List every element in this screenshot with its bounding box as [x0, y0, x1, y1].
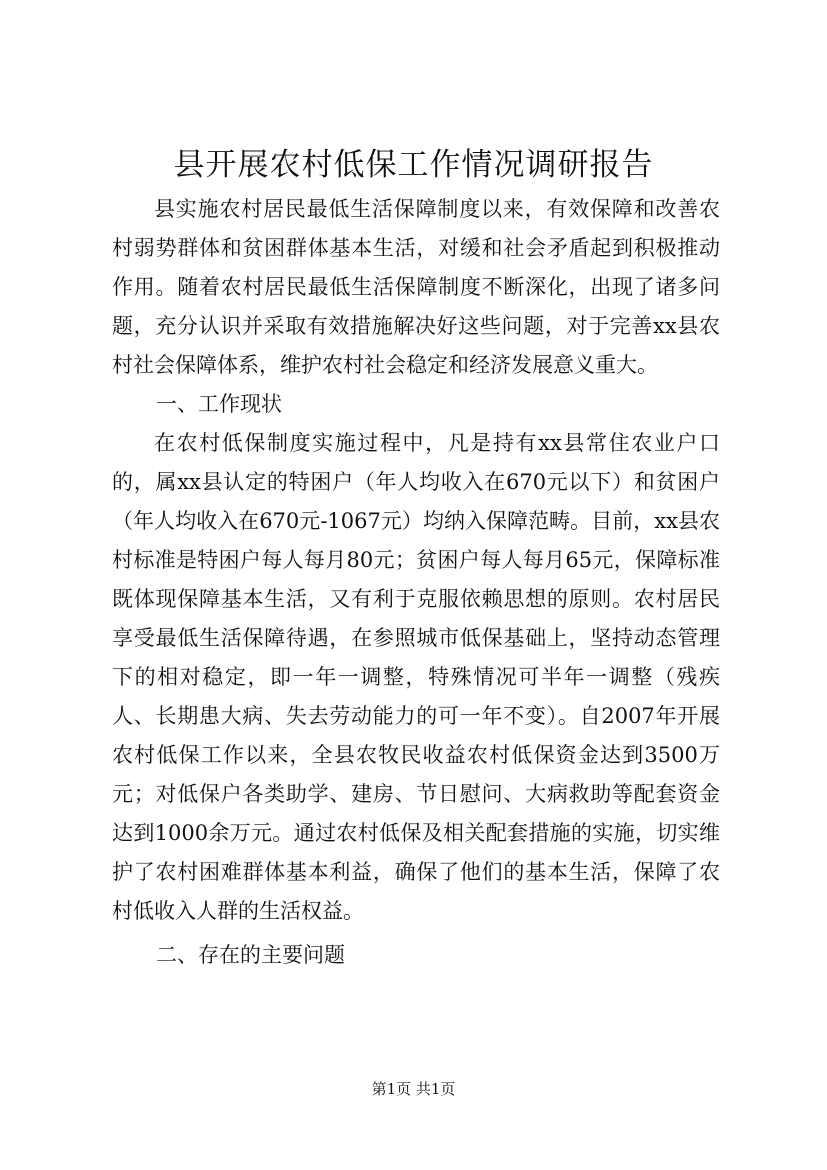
section-heading-current-status: 一、工作现状	[156, 392, 282, 416]
page-title: 县开展农村低保工作情况调研报告	[173, 147, 654, 183]
current-status-paragraph: 在农村低保制度实施过程中，凡是持有xx县常住农业户口的，属xx县认定的特困户（年人均收入在670元以下）和贫困户（年人均收入在670元-1067元）均纳入保障范畴。目前，xx县农村标准是特困户每人每月80元；贫困户每人每月65元，保障标准既体现保障基本生活，又有利于克服依赖思想的原则。农村居民享受最低生活保障待遇，在参照城市低保基础上，坚持动态管理下的相对稳定，即一年一调整，特殊情况可半年一调整（残疾人、长期患大病、失去劳动能力的可一年不变）。自2007年开展农村低保工作以来，全县农牧民收益农村低保资金达到3500万元；对低保户各类助学、建房、节日慰问、大病救助等配套资金达到1000余万元。通过农村低保及相关配套措施的实施，切实维护了农村困难群体基本利益，确保了他们的基本生活，保障了农村低收入人群的生活权益。	[112, 431, 720, 923]
document-body	[112, 190, 720, 975]
section-heading-main-problems: 二、存在的主要问题	[156, 943, 345, 967]
intro-paragraph: 县实施农村居民最低生活保障制度以来，有效保障和改善农村弱势群体和贫困群体基本生活，对缓和社会矛盾起到积极推动作用。随着农村居民最低生活保障制度不断深化，出现了诸多问题，充分认识并采取有效措施解决好这些问题，对于完善xx县农村社会保障体系，维护农村社会稳定和经济发展意义重大。	[112, 197, 720, 377]
page-footer: 第1页 共1页	[371, 1080, 456, 1098]
